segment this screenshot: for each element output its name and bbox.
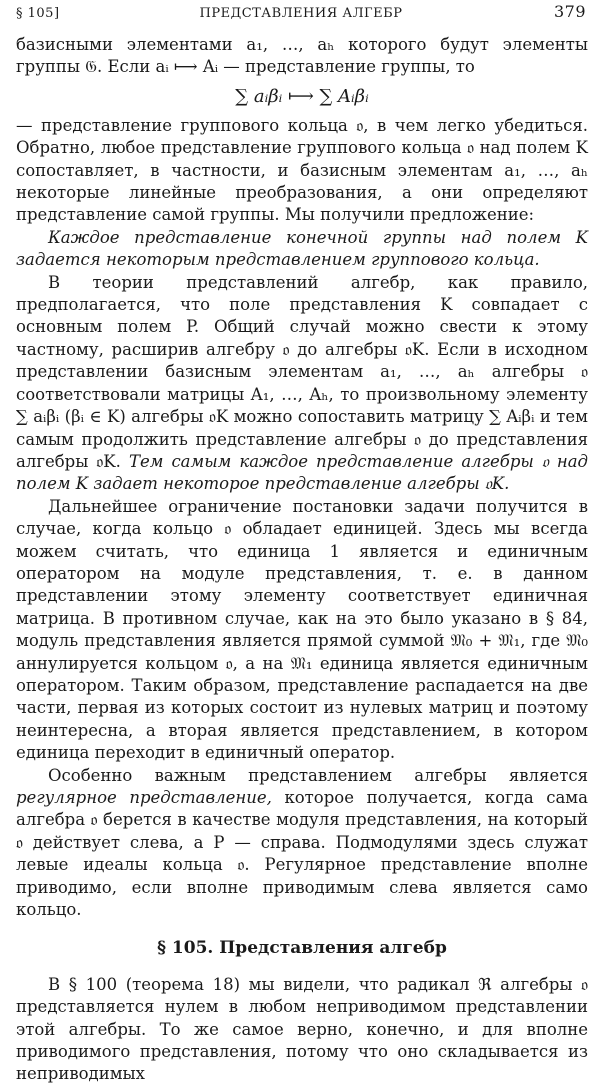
header-title: ПРЕДСТАВЛЕНИЯ АЛГЕБР bbox=[199, 6, 403, 21]
section-heading: § 105. Представления алгебр bbox=[157, 938, 447, 959]
running-header bbox=[16, 2, 586, 24]
display-formula: ∑ aᵢβᵢ ⟼ ∑ Aᵢβᵢ bbox=[235, 85, 369, 107]
page-body bbox=[16, 34, 588, 1086]
paragraph-5-end: которое получается, когда сама алгебра 𝔬 берется в качестве модуля представления, на который 𝔬 действует слева, а P — справа. Подмодулями здесь служат левые идеалы кольца 𝔬. Регулярное представление вполне приводимо, если вполне приводимым слева является само кольцо. bbox=[16, 788, 588, 920]
paragraph-3-italic: Тем самым каждое представление алгебры 𝔬 над полем K задает некоторое представление алгебры 𝔬K. bbox=[16, 451, 589, 494]
paragraph-6: В § 100 (теорема 18) мы видели, что радикал ℜ алгебры 𝔬 представляется нулем в любом неприводимом представлении этой алгебры. То же самое верно, конечно, и для вполне приводимого представления, потому что оно складывается из неприводимых bbox=[16, 974, 588, 1084]
paragraph-5 bbox=[16, 765, 588, 922]
header-section-ref: § 105] bbox=[16, 6, 60, 21]
paragraph-3 bbox=[16, 272, 588, 496]
paragraph-5-term: регулярное представление, bbox=[16, 788, 272, 807]
paragraph-5-start: Особенно важным представлением алгебры является bbox=[48, 765, 588, 785]
paragraph-3-text: В теории представлений алгебр, как правило, предполагается, что поле представления K совпадает с основным полем P. Общий случай можно свести к этому частному, расширив алгебру 𝔬 до алгебры 𝔬K. Если в исходном представлении базисным элементам a₁, …, aₕ алгебры 𝔬 соответствовали матрицы A₁, …, Aₕ, то произвольному элементу ∑ aᵢβᵢ (βᵢ ∈ K) алгебры 𝔬K можно сопоставить матрицу ∑ Aᵢβᵢ и тем самым продолжить представление алгебры 𝔬 до представления алгебры 𝔬K. bbox=[16, 272, 588, 471]
paragraph-2: — представление группового кольца 𝔬, в чем легко убедиться. Обратно, любое представление группового кольца 𝔬 над полем K сопоставляет, в частности, и базисным элементам a₁, …, aₕ некоторые линейные преобразования, а они определяют представление самой группы. Мы получили предложение: bbox=[16, 115, 588, 225]
page-number: 379 bbox=[553, 2, 586, 21]
paragraph-1: базисными элементами a₁, …, aₕ которого будут элементы группы 𝔊. Если aᵢ ⟼ Aᵢ — представление группы, то bbox=[16, 35, 588, 77]
theorem-statement: Каждое представление конечной группы над полем K задается некоторым представлением группового кольца. bbox=[16, 227, 588, 270]
paragraph-4: Дальнейшее ограничение постановки задачи получится в случае, когда кольцо 𝔬 обладает единицей. Здесь мы всегда можем считать, что единица 1 является и единичным оператором на модуле представления, т. е. в данном представлении этому элементу соответствует единичная матрица. В противном случае, как на это было указано в § 84, модуль представления является прямой суммой 𝔐₀ + 𝔐₁, где 𝔐₀ аннулируется кольцом 𝔬, а на 𝔐₁ единица является единичным оператором. Таким образом, представление распадается на две части, первая из которых состоит из нулевых матриц и поэтому неинтересна, а вторая является представлением, в котором единица переходит в единичный оператор. bbox=[16, 496, 588, 763]
